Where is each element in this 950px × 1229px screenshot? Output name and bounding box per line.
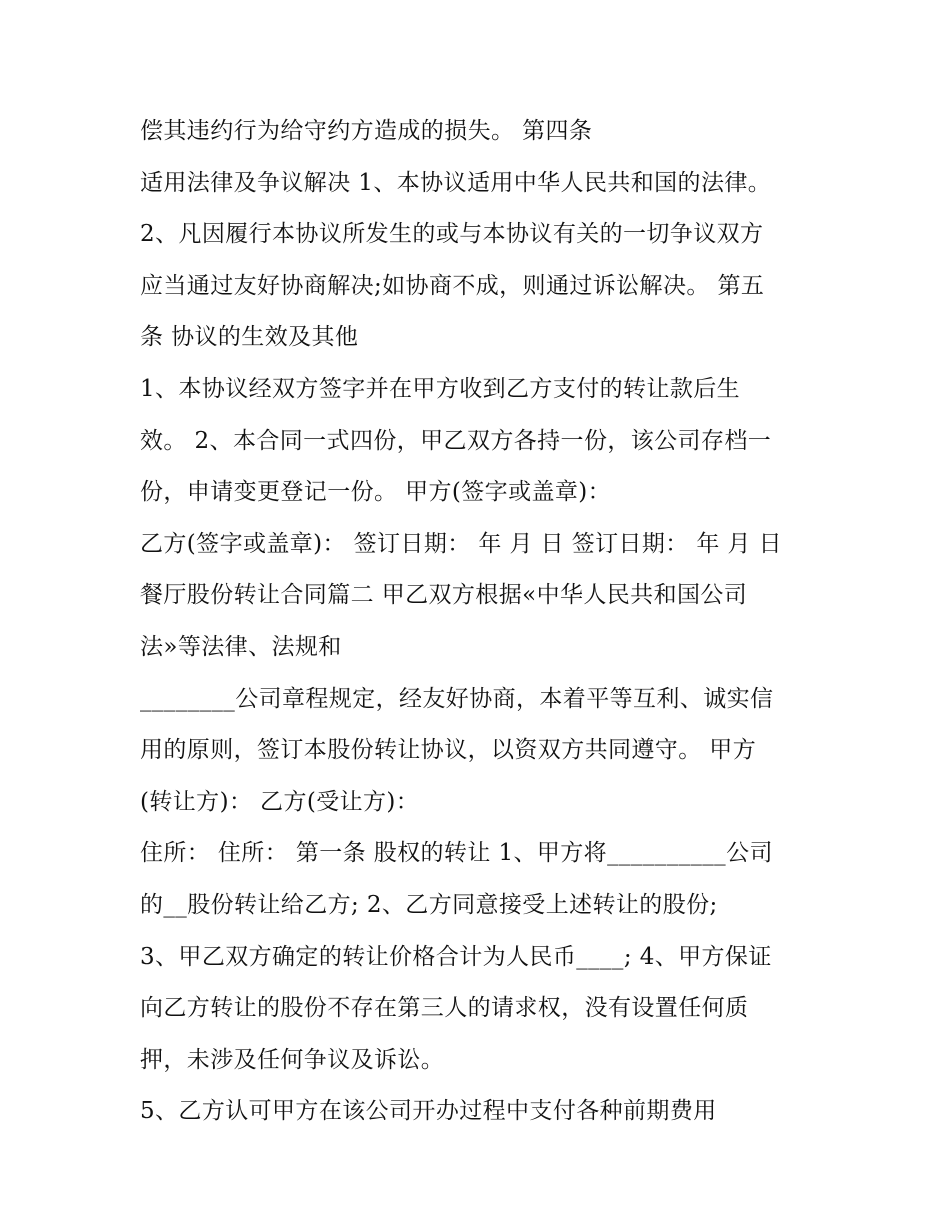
- text-line: 用的原则，签订本股份转让协议，以资双方共同遵守。 甲方: [140, 737, 757, 764]
- text-line: 效。 2、本合同一式四份，甲乙双方各持一份，该公司存档一: [140, 427, 772, 454]
- text-line: 适用法律及争议解决 1、本协议适用中华人民共和国的法律。: [140, 169, 772, 196]
- text-line: 份，申请变更登记一份。 甲方(签字或盖章)：: [140, 479, 612, 506]
- text-line: 1、本协议经双方签字并在甲方收到乙方支付的转让款后生: [140, 375, 741, 402]
- text-line: 向乙方转让的股份不存在第三人的请求权，没有设置任何质: [140, 995, 749, 1022]
- text-line: 乙方(签字或盖章)： 签订日期： 年 月 日 签订日期： 年 月 日: [140, 530, 783, 557]
- text-line: 餐厅股份转让合同篇二 甲乙双方根据«中华人民共和国公司: [140, 582, 748, 609]
- text-line: 的__股份转让给乙方; 2、乙方同意接受上述转让的股份;: [140, 891, 718, 918]
- text-line: 法»等法律、法规和: [140, 633, 342, 660]
- text-line: 住所： 住所： 第一条 股权的转让 1、甲方将__________公司: [140, 840, 773, 867]
- text-line: 条 协议的生效及其他: [140, 324, 359, 351]
- contract-text: [140, 106, 840, 1138]
- text-line: 2、凡因履行本协议所发生的或与本协议有关的一切争议双方: [140, 221, 764, 248]
- text-line: ________公司章程规定，经友好协商，本着平等互利、诚实信: [140, 685, 774, 712]
- text-line: 偿其违约行为给守约方造成的损失。 第四条: [140, 118, 593, 144]
- text-line: 3、甲乙双方确定的转让价格合计为人民币____; 4、甲方保证: [140, 943, 772, 970]
- text-line: 5、乙方认可甲方在该公司开办过程中支付各种前期费用: [140, 1098, 717, 1125]
- text-line: 应当通过友好协商解决;如协商不成，则通过诉讼解决。 第五: [140, 272, 765, 299]
- text-line: 押，未涉及任何争议及诉讼。: [140, 1046, 445, 1073]
- text-line: (转让方)： 乙方(受让方)：: [140, 788, 420, 815]
